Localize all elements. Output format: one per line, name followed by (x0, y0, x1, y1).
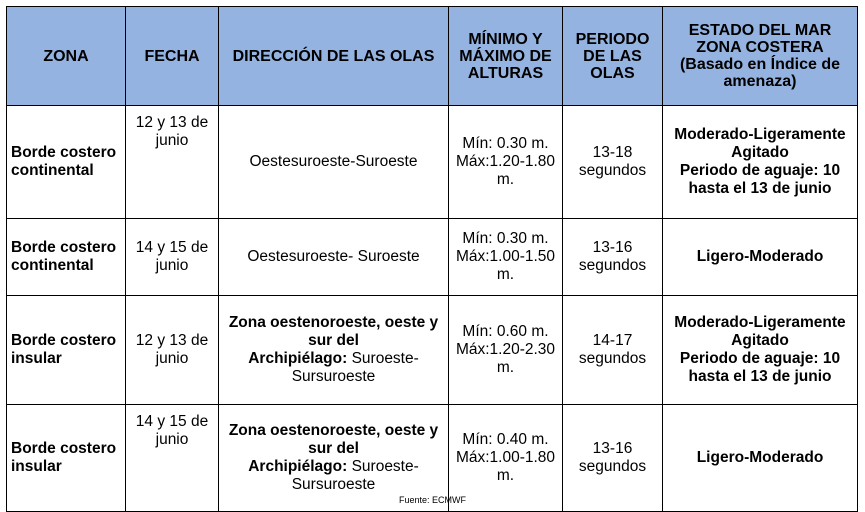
periodo-line: 13-18 (592, 144, 633, 161)
fecha-line: 12 y 13 de (135, 332, 209, 349)
periodo-line: segundos (578, 162, 647, 179)
zona-line: insular (11, 350, 62, 367)
cell-periodo (563, 219, 663, 296)
direccion-line: Suroeste- (347, 458, 419, 475)
zona-line: continental (11, 257, 94, 274)
header-periodo (563, 7, 663, 106)
cell-fecha (126, 106, 219, 219)
fecha-line: junio (155, 257, 189, 274)
wave-forecast-table (6, 6, 858, 512)
alturas-line: Mín: 0.40 m. (462, 431, 549, 448)
zona-line: Borde costero (11, 144, 117, 161)
alturas-line: Mín: 0.30 m. (462, 230, 549, 247)
alturas-line: Mín: 0.30 m. (462, 135, 549, 152)
estado-line: hasta el 13 de junio (688, 180, 832, 197)
alturas-line: m. (496, 171, 515, 188)
estado-line: Moderado-Ligeramente (674, 126, 846, 143)
estado-line: Periodo de aguaje: 10 (679, 162, 841, 179)
zona-line: Borde costero (11, 440, 117, 457)
periodo-line: 13-16 (592, 440, 633, 457)
header-estado-line: (Basado en Índice de (679, 56, 841, 73)
fecha-line: junio (155, 132, 189, 149)
direccion-text: Oestesuroeste-Suroeste (249, 153, 418, 170)
periodo-line: segundos (578, 458, 647, 475)
table-row (7, 219, 858, 296)
cell-alturas (449, 296, 563, 405)
estado-line: Agitado (731, 332, 789, 349)
cell-zona (7, 219, 126, 296)
header-estado-line: ESTADO DEL MAR (688, 22, 832, 39)
zona-line: Borde costero (11, 332, 117, 349)
cell-zona (7, 106, 126, 219)
header-fecha: FECHA (126, 7, 219, 106)
direccion-line: sur del (308, 440, 359, 457)
estado-line: Ligero-Moderado (696, 248, 824, 265)
table-row (7, 296, 858, 405)
cell-alturas (449, 219, 563, 296)
direccion-text: Oestesuroeste- Suroeste (247, 248, 420, 265)
header-periodo-line: DE LAS (583, 47, 642, 65)
direccion-line: Sursuroeste (291, 476, 376, 493)
cell-estado (663, 219, 858, 296)
header-alturas-line: MÍNIMO Y (468, 30, 543, 48)
header-estado-line: amenaza) (723, 73, 797, 90)
alturas-line: Máx:1.00-1.50 (455, 248, 556, 265)
direccion-line: Sursuroeste (291, 368, 376, 385)
header-zona: ZONA (7, 7, 126, 106)
estado-line: Ligero-Moderado (696, 449, 824, 466)
zona-line: Borde costero (11, 239, 117, 256)
direccion-line: sur del (308, 332, 359, 349)
cell-estado (663, 106, 858, 219)
fecha-line: junio (155, 431, 189, 448)
estado-line: hasta el 13 de junio (688, 368, 832, 385)
alturas-line: Máx:1.20-2.30 (455, 341, 556, 358)
header-periodo-line: OLAS (590, 64, 635, 82)
estado-line: Periodo de aguaje: 10 (679, 350, 841, 367)
periodo-line: segundos (578, 257, 647, 274)
fecha-line: 14 y 15 de (135, 239, 209, 256)
alturas-line: m. (496, 266, 515, 283)
header-alturas-line: MÁXIMO DE (459, 47, 552, 65)
zona-line: insular (11, 458, 62, 475)
header-periodo-line: PERIODO (575, 30, 650, 48)
cell-zona (7, 296, 126, 405)
header-alturas (449, 7, 563, 106)
fecha-line: 12 y 13 de (135, 114, 209, 131)
direccion-line: Archipiélago: (248, 458, 348, 475)
cell-direccion (219, 296, 449, 405)
cell-alturas (449, 106, 563, 219)
header-alturas-line: ALTURAS (467, 64, 544, 82)
table-row (7, 106, 858, 219)
cell-fecha (126, 219, 219, 296)
alturas-line: Mín: 0.60 m. (462, 323, 549, 340)
zona-line: continental (11, 162, 94, 179)
header-estado-line: ZONA COSTERA (696, 39, 824, 56)
cell-estado (663, 296, 858, 405)
direccion-line: Suroeste- (347, 350, 419, 367)
periodo-line: segundos (578, 350, 647, 367)
source-note: Fuente: ECMWF (398, 495, 466, 505)
cell-direccion (219, 219, 449, 296)
alturas-line: Máx:1.20-1.80 (455, 153, 556, 170)
cell-periodo (563, 106, 663, 219)
cell-fecha (126, 296, 219, 405)
alturas-line: m. (496, 359, 515, 376)
direccion-line: Zona oestenoroeste, oeste y (228, 422, 439, 439)
cell-periodo (563, 296, 663, 405)
estado-line: Moderado-Ligeramente (674, 314, 846, 331)
fecha-line: junio (155, 350, 189, 367)
fecha-line: 14 y 15 de (135, 413, 209, 430)
estado-line: Agitado (731, 144, 789, 161)
header-direccion: DIRECCIÓN DE LAS OLAS (219, 7, 449, 106)
cell-direccion (219, 106, 449, 219)
alturas-line: m. (496, 467, 515, 484)
alturas-line: Máx:1.00-1.80 (455, 449, 556, 466)
header-row (7, 7, 858, 106)
periodo-line: 14-17 (592, 332, 633, 349)
periodo-line: 13-16 (592, 239, 633, 256)
direccion-line: Archipiélago: (248, 350, 348, 367)
direccion-line: Zona oestenoroeste, oeste y (228, 314, 439, 331)
header-estado (663, 7, 858, 106)
